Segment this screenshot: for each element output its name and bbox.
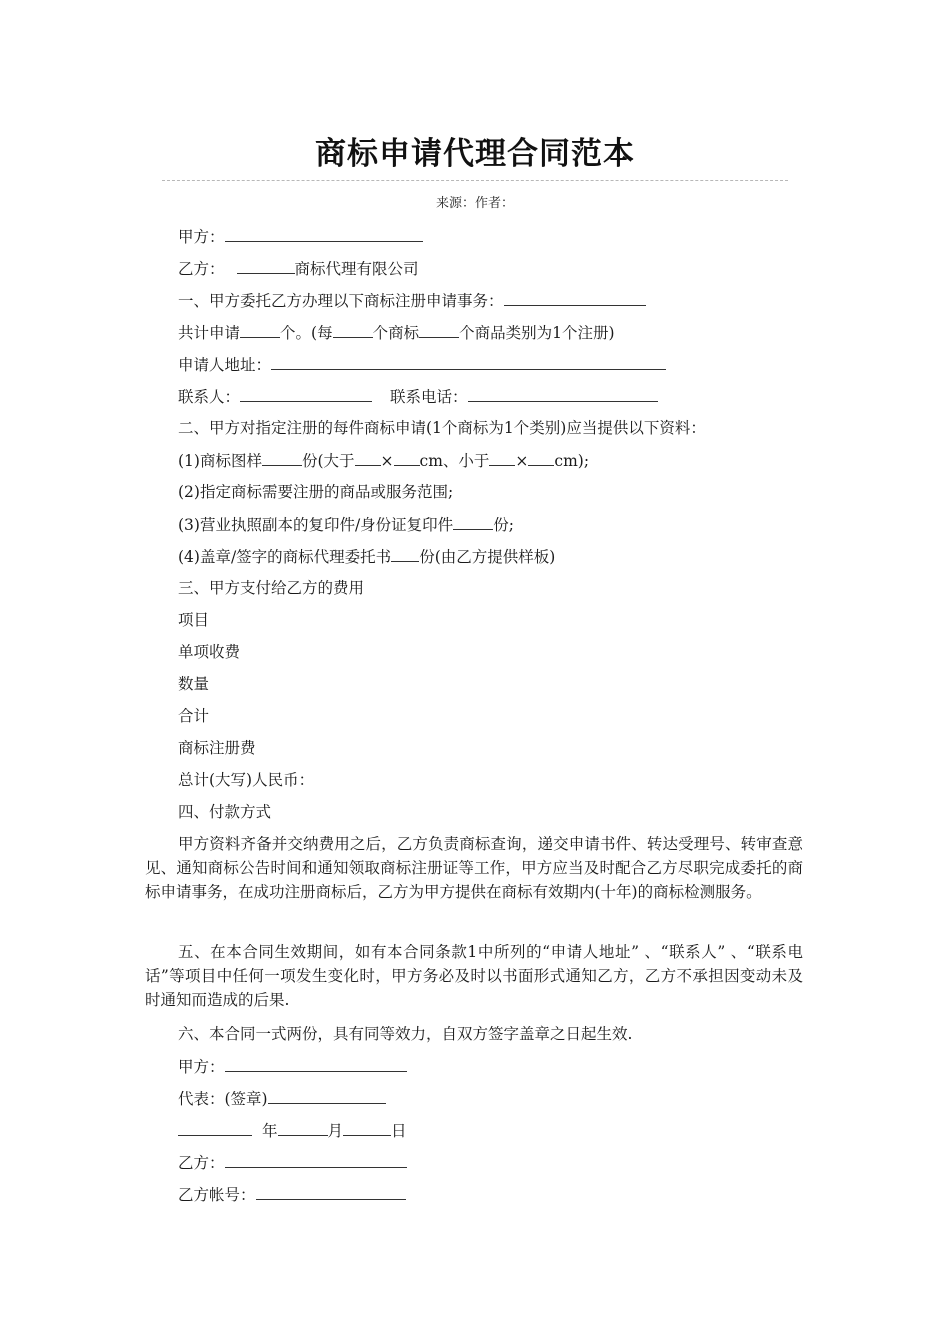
item1-larger: 份(大于 — [301, 452, 355, 470]
item1-w2-blank — [489, 450, 515, 466]
item1-copies-blank — [262, 450, 302, 466]
sign-party-a-line — [178, 1056, 407, 1077]
clause3-heading: 三、甲方支付给乙方的费用 — [178, 579, 365, 597]
item1-w1-blank — [355, 450, 381, 466]
day-blank — [343, 1120, 391, 1136]
month-blank — [278, 1120, 328, 1136]
contact-line — [178, 386, 658, 407]
party-b-blank — [237, 258, 295, 274]
source-author-line: 来源：作者： — [435, 196, 514, 211]
sign-party-b-label: 乙方： — [178, 1154, 225, 1172]
clause5-body: 五、在本合同生效期间，如有本合同条款1中所列的“申请人地址” 、“联系人” 、“联系电话”等项目中任何一项发生变化时，甲方务必及时以书面形式通知乙方，乙方不承担因变动未及时通知而造成的后果. — [145, 943, 803, 1009]
title-divider — [162, 180, 788, 181]
party-b-name: 商标代理有限公司 — [294, 260, 419, 278]
clause2-item3 — [178, 514, 514, 535]
fee-row: 单项收费 — [178, 643, 241, 661]
item3-blank — [453, 514, 493, 530]
clause1-heading-line — [178, 290, 646, 311]
total-suffix: 个商品类别为1个注册) — [459, 324, 615, 342]
item4-suffix: 份(由乙方提供样板) — [419, 548, 556, 566]
year-blank — [178, 1120, 252, 1136]
item3-suffix: 份; — [493, 516, 514, 534]
fee-row: 项目 — [178, 611, 210, 629]
sign-party-a-blank — [225, 1056, 407, 1072]
item1-h2-blank — [528, 450, 554, 466]
sign-party-b-blank — [225, 1152, 407, 1168]
contact-label: 联系人： — [178, 388, 241, 406]
phone-label: 联系电话： — [390, 388, 468, 406]
contact-blank — [240, 386, 372, 402]
item3-label: (3)营业执照副本的复印件/身份证复印件 — [178, 516, 454, 534]
fee-row: 商标注册费 — [178, 739, 256, 757]
item1-smaller: cm、小于 — [419, 452, 490, 470]
clause1-blank — [504, 290, 646, 306]
fee-total-label: 总计(大写)人民币： — [178, 771, 315, 789]
address-line — [178, 354, 666, 375]
clause2-item2: (2)指定商标需要注册的商品或服务范围; — [178, 483, 454, 501]
fee-row: 数量 — [178, 675, 210, 693]
party-a-label: 甲方： — [178, 228, 225, 246]
item1-times1: × — [380, 452, 394, 470]
item1-h1-blank — [394, 450, 420, 466]
party-a-line — [178, 226, 423, 247]
clause6-body: 六、本合同一式两份，具有同等效力，自双方签字盖章之日起生效. — [178, 1025, 633, 1043]
address-label: 申请人地址： — [178, 356, 272, 374]
sign-party-b-line — [178, 1152, 407, 1173]
item1-label: (1)商标图样 — [178, 452, 262, 470]
party-a-blank — [225, 226, 423, 242]
sign-rep-line — [178, 1088, 386, 1109]
clause4-heading: 四、付款方式 — [178, 803, 272, 821]
total-count-blank — [240, 322, 280, 338]
phone-blank — [468, 386, 658, 402]
sign-rep-label: 代表：(签章) — [178, 1090, 268, 1108]
clause4-body: 甲方资料齐备并交纳费用之后，乙方负责商标查询，递交申请书件、转达受理号、转审查意见、通知商标公告时间和通知领取商标注册证等工作，甲方应当及时配合乙方尽职完成委托的商标申请事务，在成功注册商标后，乙方为甲方提供在商标有效期内(十年)的商标检测服务。 — [145, 835, 803, 901]
item1-times2: × — [515, 452, 529, 470]
item1-unit: cm); — [554, 452, 590, 470]
party-b-line — [178, 258, 419, 279]
sign-party-a-label: 甲方： — [178, 1058, 225, 1076]
class-blank — [419, 322, 459, 338]
clause2-item4 — [178, 546, 555, 567]
year-label: 年 — [262, 1122, 278, 1140]
per-blank — [333, 322, 373, 338]
clause2-heading: 二、甲方对指定注册的每件商标申请(1个商标为1个类别)应当提供以下资料： — [178, 419, 706, 437]
sign-account-line — [178, 1184, 406, 1205]
clause1-heading: 一、甲方委托乙方办理以下商标注册申请事务： — [178, 292, 504, 310]
party-b-label: 乙方： — [178, 260, 225, 278]
total-prefix: 共计申请 — [178, 324, 241, 342]
total-apply-line — [178, 322, 615, 343]
sign-rep-blank — [268, 1088, 386, 1104]
sign-date-line — [178, 1120, 407, 1141]
month-label: 月 — [327, 1122, 344, 1140]
day-label: 日 — [391, 1122, 407, 1140]
item4-label: (4)盖章/签字的商标代理委托书 — [178, 548, 392, 566]
clause2-item1 — [178, 450, 589, 471]
total-mid2: 个商标 — [372, 324, 420, 342]
document-title: 商标申请代理合同范本 — [315, 136, 635, 172]
address-blank — [271, 354, 666, 370]
sign-account-blank — [256, 1184, 406, 1200]
item4-blank — [391, 546, 419, 562]
total-mid: 个。(每 — [280, 324, 333, 342]
sign-account-label: 乙方帐号： — [178, 1186, 256, 1204]
fee-row: 合计 — [178, 707, 210, 725]
